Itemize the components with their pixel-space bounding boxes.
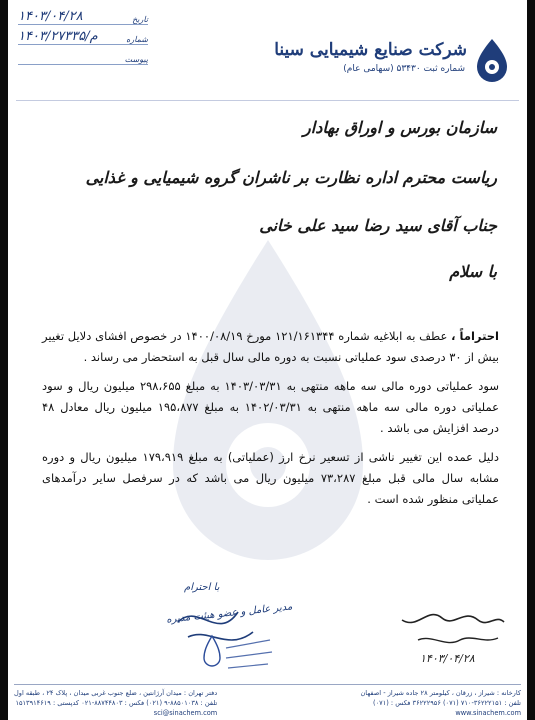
company-stamp-icon [198, 628, 278, 688]
ref-date-row [18, 8, 148, 25]
recipient-department: ریاست محترم اداره نظارت بر ناشران گروه شیمیایی و غذایی [85, 168, 497, 187]
paragraph-1-text: عطف به ابلاغیه شماره ۱۲۱/۱۶۱۳۴۴ مورخ ۱۴۰۰/۰۸/۱۹ در خصوص افشای دلایل تغییر بیش از ۳۰ درصدی سود عملیاتی نسبت به دوره مالی سال قبل به استحضار می رساند . [42, 329, 499, 364]
closing-text: با احترام [184, 582, 220, 593]
greeting: با سلام [449, 262, 497, 281]
signature-date: ۱۴۰۳/۰۴/۲۸ [420, 652, 475, 665]
paragraph-1-lead: احتراماً ، [451, 329, 499, 343]
letter-body [42, 326, 499, 518]
recipient-organization: سازمان بورس و اوراق بهادار [303, 118, 497, 137]
factory-website: www.sinachem.com [455, 709, 521, 717]
company-logo-icon [471, 36, 513, 84]
office-address-block [14, 688, 217, 718]
ref-attachment-label: پیوست [124, 55, 148, 64]
letter-page [8, 0, 527, 720]
paragraph-1 [42, 326, 499, 368]
reference-box [18, 8, 148, 68]
office-phone: تلفن : ۸۸۵۰۱۰۳۸-۹ (۰۲۱) فکس : ۸۸۷۴۴۸۰۳-۰۲۱ کدپستی : ۱۵۱۳۹۱۴۶۱۹ [15, 699, 218, 707]
signer-role: مدیر عامل و عضو هیئت مدیره [165, 601, 293, 626]
registration-number: شماره ثبت ۵۳۴۳۰ [396, 64, 465, 74]
ref-attachment-row [18, 48, 148, 65]
office-address: دفتر تهران : میدان آرژانتین ، ضلع جنوب غربی میدان ، پلاک ۲۴ ، طبقه اول [14, 689, 218, 697]
ref-number-row [18, 28, 148, 45]
company-status: (سهامی عام) [343, 64, 394, 74]
ref-date-label: تاریخ [132, 15, 148, 24]
factory-phone: تلفن : ۳۶۲۲۲۱۵۱-۷۱۰ (۰۷۱) ۳۶۲۲۲۹۵۶ فکس : (۰۷۱) [373, 699, 521, 707]
ref-number: ۱۴۰۳/م/۲۷۳۳۵ [18, 29, 98, 44]
factory-address-block [360, 688, 521, 718]
footer-divider [14, 684, 521, 685]
company-registration [343, 64, 465, 74]
header-divider [16, 100, 519, 101]
paragraph-2: سود عملیاتی دوره مالی سه ماهه منتهی به ۱۴۰۳/۰۳/۳۱ به مبلغ ۲۹۸،۶۵۵ میلیون ریال و سود عملیاتی دوره مالی سه ماهه منتهی به ۱۴۰۲/۰۳/۳۱ به مبلغ ۱۹۵،۸۷۷ میلیون ریال معادل ۴۸ درصد افزایش می باشد . [42, 379, 500, 435]
ref-date: ۱۴۰۳/۰۴/۲۸ [18, 9, 83, 24]
factory-address: کارخانه : شیراز ، زرقان ، کیلومتر ۲۸ جاده شیراز - اصفهان [360, 689, 521, 697]
ref-number-label: شماره [126, 35, 148, 44]
company-name: شرکت صنایع شیمیایی سینا [274, 40, 467, 60]
recipient-person: جناب آقای سید رضا سید علی خانی [259, 216, 497, 235]
office-email: sci@sinachem.com [153, 709, 218, 717]
right-signature-icon [398, 600, 508, 660]
paragraph-3: دلیل عمده این تغییر ناشی از تسعیر نرخ ارز (عملیاتی) به مبلغ ۱۷۹،۹۱۹ میلیون ریال و دوره مشابه سال مالی قبل مبلغ ۷۳،۲۸۷ میلیون ریال می باشد که در سرفصل سایر درآمدهای عملیاتی منظور شده است . [42, 450, 499, 506]
